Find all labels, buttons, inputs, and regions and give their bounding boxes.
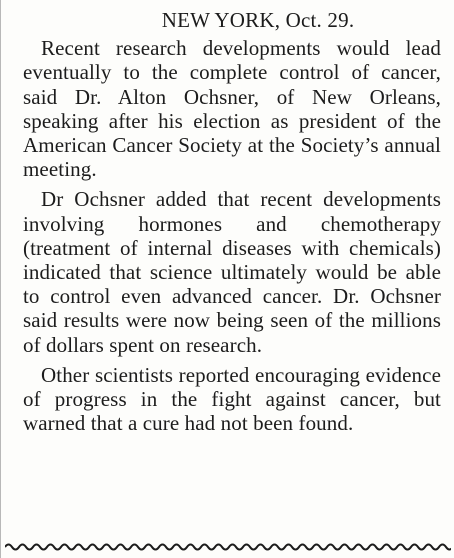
wavy-rule-line <box>5 545 451 550</box>
dateline: NEW YORK, Oct. 29. <box>161 8 355 32</box>
article-body <box>23 8 441 441</box>
wavy-divider <box>5 541 451 553</box>
wavy-rule-icon <box>5 541 451 553</box>
paragraph-2: Dr Ochsner added that recent developments involving hormones and chemotherapy (treatment of internal diseases with chemicals) indicated that science ultimately would be able to control even advanced cancer. Dr. Ochsner said results were now being seen of the millions of dollars spent on research. <box>23 187 441 357</box>
paragraph-1: Recent research developments would lead eventually to the complete control of cancer, said Dr. Alton Ochsner, of New Orleans, speaking after his election as president of the American Cancer Society at the Society’s annual meeting. <box>23 36 441 182</box>
paragraph-3: Other scientists reported encouraging evidence of progress in the fight against cancer, but warned that a cure had not been found. <box>23 362 441 436</box>
